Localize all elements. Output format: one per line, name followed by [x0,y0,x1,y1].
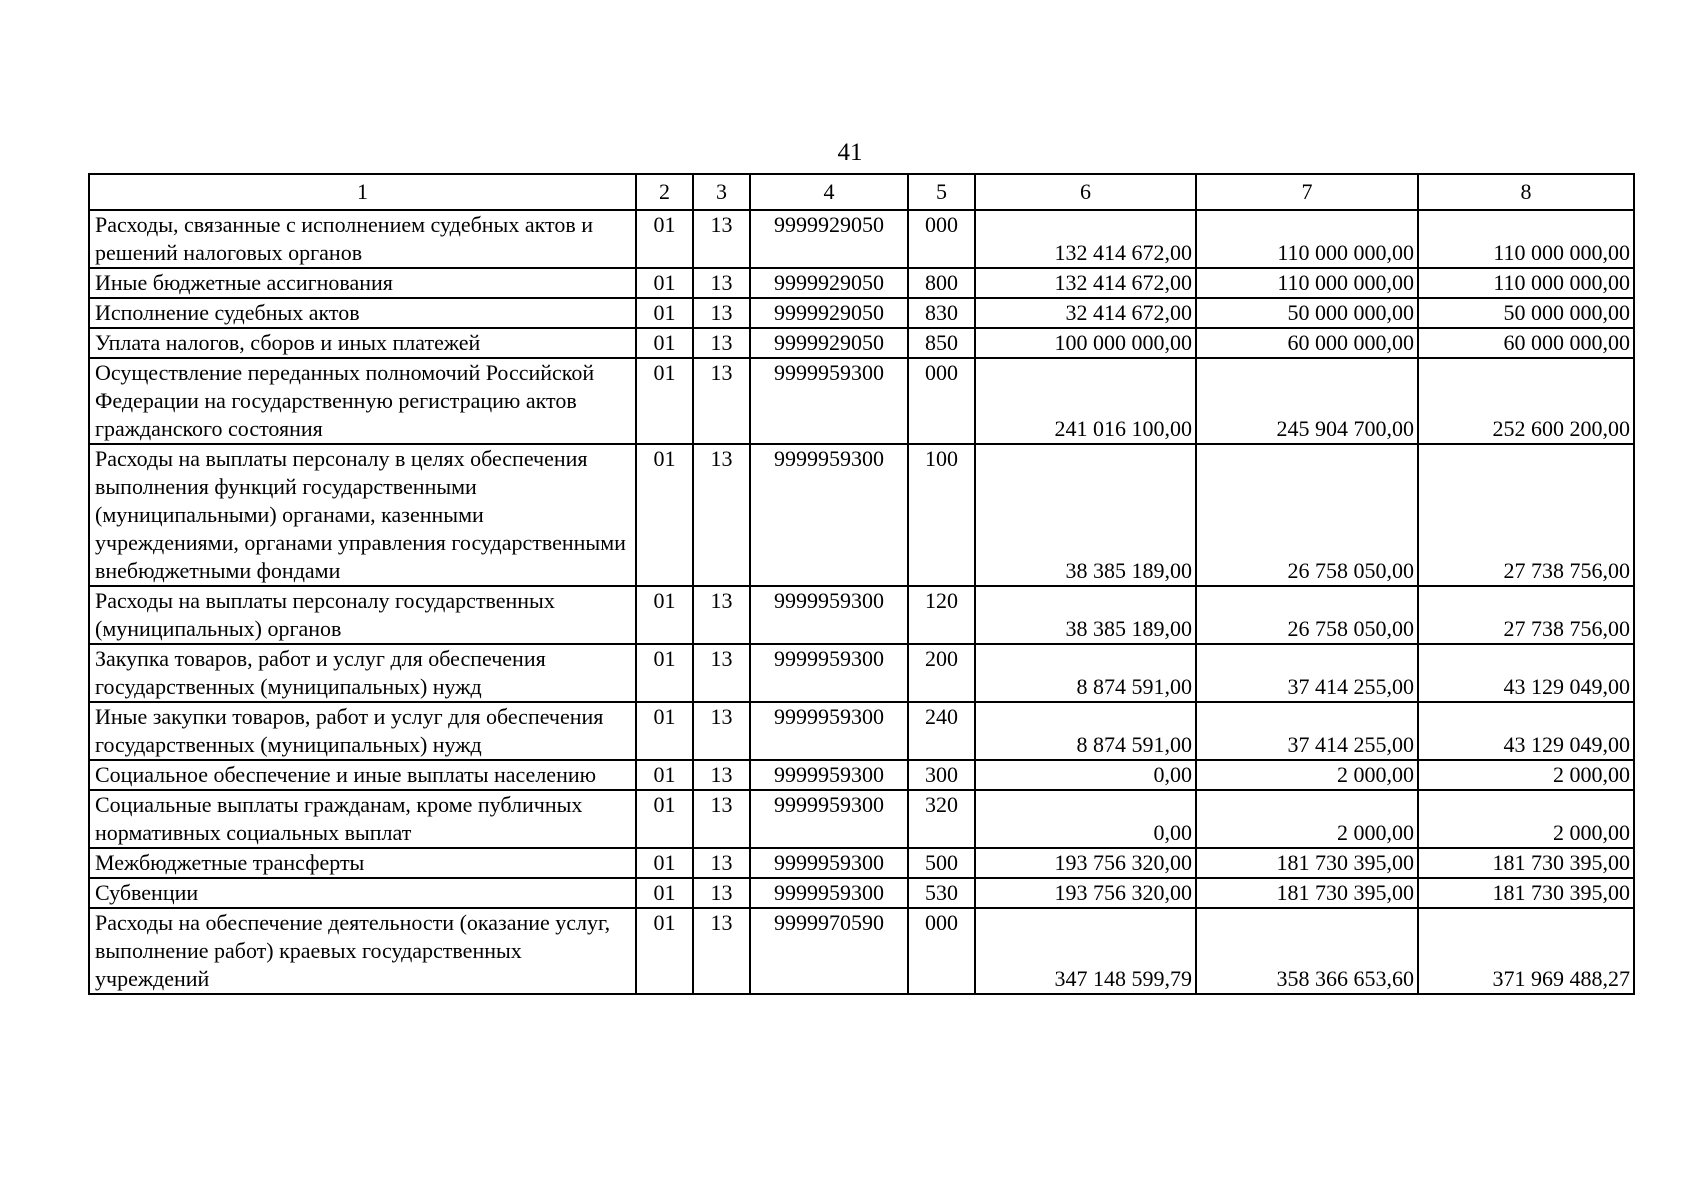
expense-type-code: 000 [908,210,975,268]
section-code: 01 [636,358,693,444]
expense-name: Расходы на выплаты персоналу государственных (муниципальных) органов [89,586,636,644]
amount-col-7: 26 758 050,00 [1196,586,1418,644]
expense-type-code: 240 [908,702,975,760]
section-code: 01 [636,702,693,760]
col-header-8: 8 [1418,174,1634,210]
subsection-code: 13 [693,298,750,328]
col-header-5: 5 [908,174,975,210]
subsection-code: 13 [693,644,750,702]
col-header-1: 1 [89,174,636,210]
table-row [89,848,1634,878]
amount-col-6: 0,00 [975,790,1196,848]
amount-col-8: 43 129 049,00 [1418,644,1634,702]
amount-col-6: 193 756 320,00 [975,878,1196,908]
amount-col-8: 27 738 756,00 [1418,586,1634,644]
section-code: 01 [636,878,693,908]
amount-col-7: 2 000,00 [1196,790,1418,848]
section-code: 01 [636,790,693,848]
subsection-code: 13 [693,444,750,586]
amount-col-7: 37 414 255,00 [1196,644,1418,702]
amount-col-6: 38 385 189,00 [975,586,1196,644]
section-code: 01 [636,444,693,586]
amount-col-8: 2 000,00 [1418,760,1634,790]
target-article-code: 9999929050 [750,268,908,298]
table-row [89,586,1634,644]
amount-col-6: 132 414 672,00 [975,210,1196,268]
expense-name: Социальное обеспечение и иные выплаты населению [89,760,636,790]
col-header-6: 6 [975,174,1196,210]
section-code: 01 [636,210,693,268]
section-code: 01 [636,298,693,328]
amount-col-6: 8 874 591,00 [975,702,1196,760]
table-row [89,908,1634,994]
expense-type-code: 200 [908,644,975,702]
expense-name: Расходы на обеспечение деятельности (оказание услуг, выполнение работ) краевых государственных учреждений [89,908,636,994]
expense-name: Иные закупки товаров, работ и услуг для обеспечения государственных (муниципальных) нужд [89,702,636,760]
expense-type-code: 320 [908,790,975,848]
subsection-code: 13 [693,268,750,298]
target-article-code: 9999959300 [750,444,908,586]
section-code: 01 [636,328,693,358]
section-code: 01 [636,760,693,790]
expense-name: Иные бюджетные ассигнования [89,268,636,298]
amount-col-6: 193 756 320,00 [975,848,1196,878]
expense-type-code: 800 [908,268,975,298]
subsection-code: 13 [693,210,750,268]
target-article-code: 9999959300 [750,644,908,702]
col-header-3: 3 [693,174,750,210]
table-row [89,702,1634,760]
amount-col-7: 60 000 000,00 [1196,328,1418,358]
expense-name: Расходы на выплаты персоналу в целях обеспечения выполнения функций государственными (муниципальными) органами, казенными учреждениями, органами управления государственными внебюджетными фондами [89,444,636,586]
expense-name: Осуществление переданных полномочий Российской Федерации на государственную регистрацию актов гражданского состояния [89,358,636,444]
section-code: 01 [636,586,693,644]
amount-col-6: 0,00 [975,760,1196,790]
amount-col-8: 50 000 000,00 [1418,298,1634,328]
amount-col-6: 132 414 672,00 [975,268,1196,298]
col-header-4: 4 [750,174,908,210]
table-row [89,358,1634,444]
subsection-code: 13 [693,790,750,848]
target-article-code: 9999959300 [750,358,908,444]
target-article-code: 9999959300 [750,790,908,848]
expense-type-code: 000 [908,908,975,994]
expense-type-code: 300 [908,760,975,790]
subsection-code: 13 [693,358,750,444]
target-article-code: 9999929050 [750,328,908,358]
col-header-7: 7 [1196,174,1418,210]
subsection-code: 13 [693,878,750,908]
expense-type-code: 500 [908,848,975,878]
table-row [89,268,1634,298]
expense-type-code: 530 [908,878,975,908]
expense-name: Межбюджетные трансферты [89,848,636,878]
amount-col-8: 181 730 395,00 [1418,848,1634,878]
table-row [89,444,1634,586]
target-article-code: 9999959300 [750,702,908,760]
amount-col-6: 8 874 591,00 [975,644,1196,702]
amount-col-6: 38 385 189,00 [975,444,1196,586]
expense-type-code: 120 [908,586,975,644]
amount-col-8: 252 600 200,00 [1418,358,1634,444]
table-row [89,210,1634,268]
amount-col-8: 2 000,00 [1418,790,1634,848]
amount-col-7: 181 730 395,00 [1196,878,1418,908]
amount-col-6: 347 148 599,79 [975,908,1196,994]
amount-col-8: 110 000 000,00 [1418,268,1634,298]
amount-col-8: 43 129 049,00 [1418,702,1634,760]
expense-name: Исполнение судебных актов [89,298,636,328]
amount-col-8: 27 738 756,00 [1418,444,1634,586]
table-row [89,298,1634,328]
amount-col-7: 245 904 700,00 [1196,358,1418,444]
target-article-code: 9999959300 [750,760,908,790]
expense-name: Уплата налогов, сборов и иных платежей [89,328,636,358]
amount-col-8: 110 000 000,00 [1418,210,1634,268]
amount-col-7: 181 730 395,00 [1196,848,1418,878]
subsection-code: 13 [693,760,750,790]
target-article-code: 9999959300 [750,878,908,908]
amount-col-6: 241 016 100,00 [975,358,1196,444]
amount-col-7: 2 000,00 [1196,760,1418,790]
subsection-code: 13 [693,586,750,644]
expense-type-code: 830 [908,298,975,328]
section-code: 01 [636,848,693,878]
amount-col-7: 110 000 000,00 [1196,268,1418,298]
amount-col-7: 26 758 050,00 [1196,444,1418,586]
expense-name: Социальные выплаты гражданам, кроме публичных нормативных социальных выплат [89,790,636,848]
amount-col-8: 371 969 488,27 [1418,908,1634,994]
subsection-code: 13 [693,702,750,760]
target-article-code: 9999970590 [750,908,908,994]
target-article-code: 9999929050 [750,210,908,268]
target-article-code: 9999959300 [750,848,908,878]
table-row [89,790,1634,848]
amount-col-7: 37 414 255,00 [1196,702,1418,760]
col-header-2: 2 [636,174,693,210]
target-article-code: 9999929050 [750,298,908,328]
amount-col-8: 60 000 000,00 [1418,328,1634,358]
amount-col-6: 100 000 000,00 [975,328,1196,358]
subsection-code: 13 [693,328,750,358]
expense-type-code: 100 [908,444,975,586]
section-code: 01 [636,268,693,298]
section-code: 01 [636,644,693,702]
header-row [89,174,1634,210]
table-row [89,878,1634,908]
section-code: 01 [636,908,693,994]
table-row [89,760,1634,790]
amount-col-8: 181 730 395,00 [1418,878,1634,908]
amount-col-7: 50 000 000,00 [1196,298,1418,328]
expense-type-code: 000 [908,358,975,444]
subsection-code: 13 [693,848,750,878]
budget-table [88,173,1635,995]
target-article-code: 9999959300 [750,586,908,644]
table-row [89,644,1634,702]
expense-name: Субвенции [89,878,636,908]
amount-col-6: 32 414 672,00 [975,298,1196,328]
expense-type-code: 850 [908,328,975,358]
amount-col-7: 358 366 653,60 [1196,908,1418,994]
expense-name: Расходы, связанные с исполнением судебных актов и решений налоговых органов [89,210,636,268]
table-row [89,328,1634,358]
subsection-code: 13 [693,908,750,994]
page-number: 41 [837,139,863,166]
amount-col-7: 110 000 000,00 [1196,210,1418,268]
expense-name: Закупка товаров, работ и услуг для обеспечения государственных (муниципальных) нужд [89,644,636,702]
